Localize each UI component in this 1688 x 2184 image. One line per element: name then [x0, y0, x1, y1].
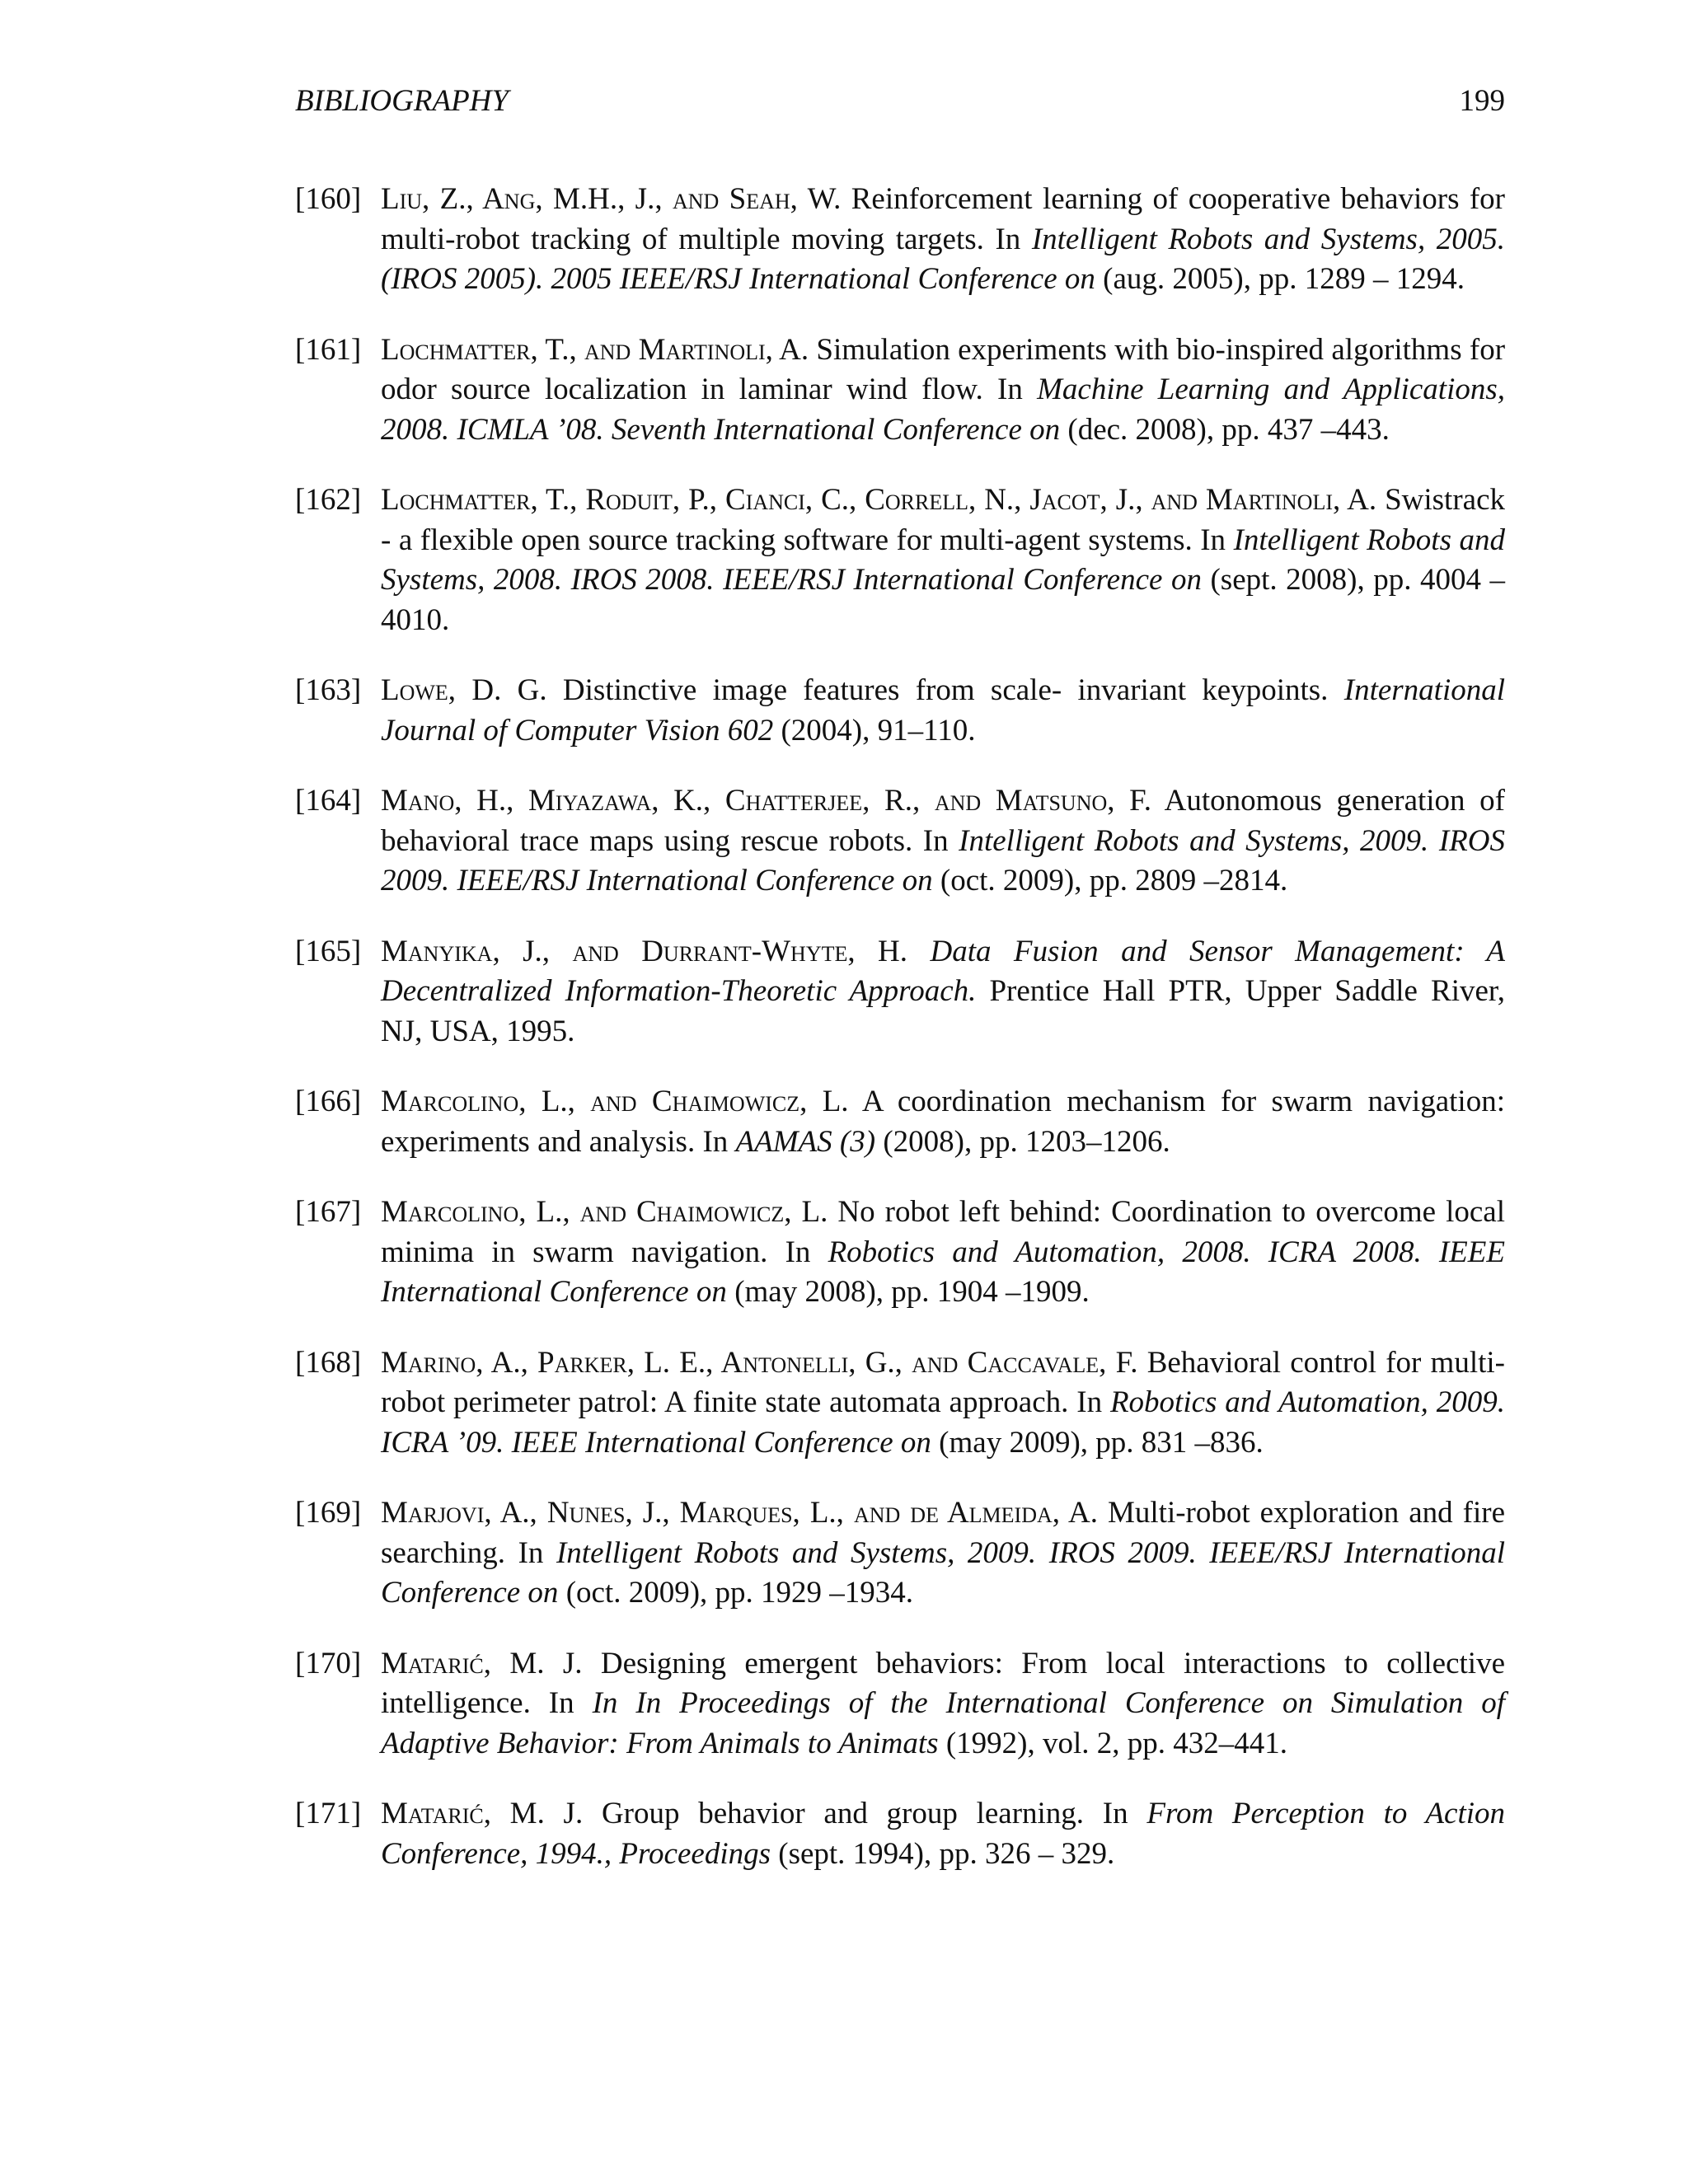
reference-details: (oct. 2009), pp. 1929 –1934.: [565, 1576, 914, 1610]
reference-title: Reinforcement learning of cooperative behaviors for multi-robot tracking of multiple moving targets. In: [381, 182, 1505, 256]
reference-text: [381, 180, 1505, 300]
reference-text: [381, 671, 1505, 751]
reference-text: [381, 1644, 1505, 1765]
reference-text: [381, 1493, 1505, 1614]
reference-text: [381, 1082, 1505, 1162]
reference-venue: Intelligent Robots and Systems, 2009. IROS 2009. IEEE/RSJ International Conference on: [381, 823, 1505, 898]
running-header: [295, 82, 1505, 120]
reference-authors: Manyika, J., and Durrant-Whyte, H.: [381, 934, 908, 968]
reference-number: [165]: [295, 934, 362, 968]
reference-venue: Intelligent Robots and Systems, 2005. (IROS 2005). 2005 IEEE/RSJ International Conference on: [381, 222, 1505, 296]
reference-number: [166]: [295, 1085, 362, 1118]
section-title: BIBLIOGRAPHY: [295, 84, 509, 118]
reference-text: [381, 330, 1505, 451]
reference-list: [295, 180, 1505, 1905]
reference-authors: Lochmatter, T., and Martinoli, A.: [381, 332, 809, 367]
reference-title: Autonomous generation of behavioral trace maps using rescue robots. In: [381, 784, 1505, 858]
reference-number: [171]: [295, 1797, 362, 1830]
reference-number: [162]: [295, 483, 362, 517]
reference-venue: Robotics and Automation, 2009. ICRA ’09. IEEE International Conference on: [381, 1385, 1505, 1460]
reference-venue: Data Fusion and Sensor Management: A Decentralized Information-Theoretic Approach.: [381, 934, 1506, 1008]
reference-entry: [295, 1082, 1505, 1162]
reference-text: [381, 932, 1505, 1052]
reference-entry: [295, 932, 1505, 1052]
reference-title: Swistrack - a flexible open source tracking software for multi-agent systems. In: [381, 483, 1505, 557]
reference-details: (sept. 2008), pp. 4004 –4010.: [381, 563, 1505, 637]
reference-details: (may 2008), pp. 1904 –1909.: [734, 1275, 1090, 1309]
reference-title: Group behavior and group learning. In: [601, 1797, 1128, 1830]
reference-entry: [295, 671, 1505, 751]
reference-details: (oct. 2009), pp. 2809 –2814.: [940, 864, 1288, 898]
reference-number: [169]: [295, 1496, 362, 1530]
reference-title: Behavioral control for multi-robot perimeter patrol: A finite state automata approach. In: [381, 1345, 1505, 1419]
reference-authors: Marcolino, L., and Chaimowicz, L.: [381, 1085, 849, 1118]
reference-title: Distinctive image features from scale- invariant keypoints.: [562, 673, 1329, 707]
reference-details: (2008), pp. 1203–1206.: [883, 1124, 1170, 1159]
reference-details: (sept. 1994), pp. 326 – 329.: [778, 1836, 1115, 1871]
reference-text: [381, 1343, 1505, 1464]
reference-title: Multi-robot exploration and fire searching. In: [381, 1496, 1506, 1570]
reference-details: (2004), 91–110.: [781, 713, 976, 748]
reference-entry: [295, 1644, 1505, 1765]
reference-venue: Robotics and Automation, 2008. ICRA 2008. IEEE International Conference on: [381, 1235, 1505, 1309]
reference-authors: Liu, Z., Ang, M.H., J., and Seah, W.: [381, 182, 842, 216]
page-number: 199: [1459, 84, 1505, 118]
reference-details: Prentice Hall PTR, Upper Saddle River, NJ, USA, 1995.: [381, 974, 1506, 1048]
reference-authors: Lochmatter, T., Roduit, P., Cianci, C., Correll, N., Jacot, J., and Martinoli, A.: [381, 483, 1377, 517]
reference-authors: Mano, H., Miyazawa, K., Chatterjee, R., and Matsuno, F.: [381, 784, 1151, 818]
reference-text: [381, 1193, 1505, 1313]
reference-number: [170]: [295, 1646, 362, 1680]
reference-entry: [295, 480, 1505, 640]
reference-venue: From Perception to Action Conference, 1994., Proceedings: [381, 1797, 1506, 1871]
reference-entry: [295, 180, 1505, 300]
reference-venue: Intelligent Robots and Systems, 2008. IROS 2008. IEEE/RSJ International Conference on: [381, 523, 1505, 597]
reference-title: Simulation experiments with bio-inspired algorithms for odor source localization in laminar wind flow. In: [381, 332, 1506, 406]
reference-entry: [295, 1493, 1505, 1614]
reference-details: (aug. 2005), pp. 1289 – 1294.: [1103, 262, 1465, 296]
reference-venue: Intelligent Robots and Systems, 2009. IROS 2009. IEEE/RSJ International Conference on: [381, 1535, 1506, 1610]
reference-venue: International Journal of Computer Vision 602: [381, 673, 1506, 748]
reference-number: [168]: [295, 1345, 362, 1380]
reference-entry: [295, 330, 1505, 451]
reference-venue: Machine Learning and Applications, 2008. ICMLA ’08. Seventh International Conference on: [381, 373, 1506, 447]
reference-title: A coordination mechanism for swarm navigation: experiments and analysis. In: [381, 1085, 1505, 1159]
reference-authors: Marino, A., Parker, L. E., Antonelli, G., and Caccavale, F.: [381, 1345, 1138, 1380]
reference-authors: Marcolino, L., and Chaimowicz, L.: [381, 1195, 828, 1229]
reference-text: [381, 1794, 1505, 1874]
reference-entry: [295, 1193, 1505, 1313]
reference-text: [381, 781, 1505, 902]
reference-authors: Matarić, M. J.: [381, 1646, 583, 1680]
reference-details: (1992), vol. 2, pp. 432–441.: [945, 1726, 1287, 1760]
reference-title: Designing emergent behaviors: From local interactions to collective intelligence. In: [381, 1646, 1505, 1720]
reference-entry: [295, 781, 1505, 902]
reference-authors: Marjovi, A., Nunes, J., Marques, L., and de Almeida, A.: [381, 1496, 1098, 1530]
reference-authors: Matarić, M. J.: [381, 1797, 584, 1830]
reference-entry: [295, 1794, 1505, 1874]
reference-entry: [295, 1343, 1505, 1464]
reference-details: (dec. 2008), pp. 437 –443.: [1067, 412, 1390, 447]
reference-number: [160]: [295, 182, 362, 216]
reference-title: No robot left behind: Coordination to overcome local minima in swarm navigation. In: [381, 1195, 1506, 1269]
reference-venue: In In Proceedings of the International Conference on Simulation of Adaptive Behavior: From Animals to Animats: [381, 1686, 1505, 1760]
reference-authors: Lowe, D. G.: [381, 673, 547, 707]
reference-number: [163]: [295, 673, 362, 707]
reference-venue: AAMAS (3): [735, 1124, 876, 1159]
reference-number: [161]: [295, 332, 362, 367]
reference-details: (may 2009), pp. 831 –836.: [939, 1425, 1264, 1460]
reference-number: [164]: [295, 784, 362, 818]
reference-number: [167]: [295, 1195, 362, 1229]
reference-text: [381, 480, 1505, 640]
